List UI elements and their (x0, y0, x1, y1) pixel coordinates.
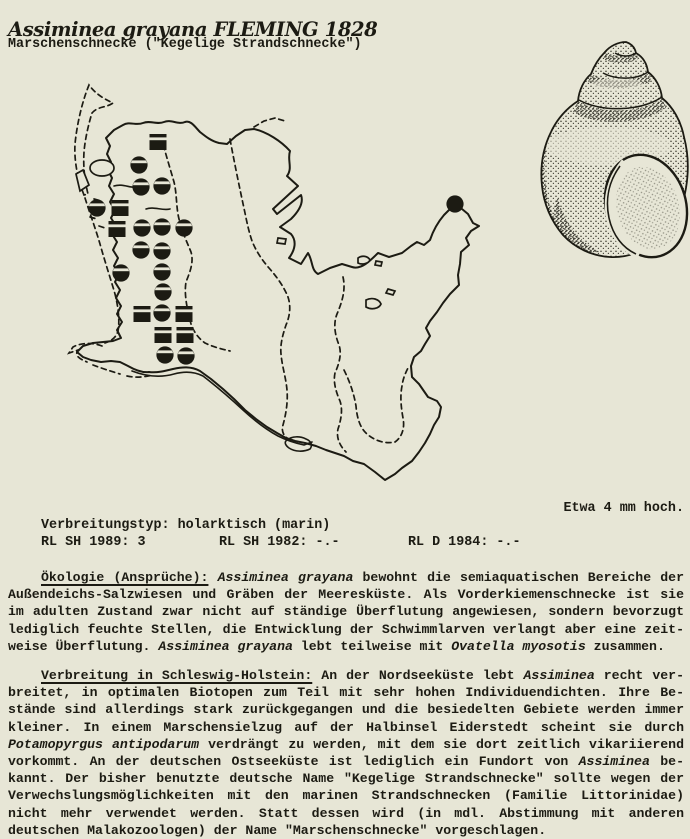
record-square-symbol (112, 200, 129, 216)
red-list-sh-1989 (41, 535, 145, 550)
red-list-value: 3 (129, 535, 146, 550)
record-circle-symbol (130, 156, 147, 173)
record-square-symbol (109, 221, 126, 237)
red-list-sh-1982 (219, 535, 340, 550)
shell-size-caption: Etwa 4 mm hoch. (563, 501, 684, 516)
record-circle-symbol (153, 177, 170, 194)
record-circle-symbol (133, 219, 150, 236)
record-square-symbol (150, 134, 167, 150)
record-square-symbol (155, 327, 172, 343)
text-line: Ökologie (Ansprüche): Assiminea grayana bewohnt die semiaquatischen Bereiche der (41, 570, 685, 585)
text-line: Potamopyrgus antipodarum verdrängt zu werden, mit dem sie dort zeitlich vikariierend (8, 736, 685, 752)
red-list-value: -.- (307, 535, 340, 550)
paragraph-oekologie (8, 569, 684, 655)
coastline-schleswig-holstein (77, 121, 479, 480)
text-line: deutschen Malakozoologen) der Name "Marschenschnecke" vorgeschlagen. (8, 822, 547, 838)
danish-border-fjord (254, 118, 285, 127)
distribution-type-line: Verbreitungstyp: holarktisch (marin) (41, 518, 331, 533)
text-line: vorkommt. An der deutschen Ostseeküste ist lediglich ein Fundort von Assiminea be- (8, 754, 684, 770)
page-subtitle: Marschenschnecke ("Kegelige Strandschnecke") (8, 37, 362, 52)
record-circle-symbol (153, 242, 170, 259)
text-line: kannt. Der bisher benutzte deutsche Name "Kegelige Strandschnecke" sollte wegen der (8, 771, 684, 787)
text-line: kleiner. In einem Marschensielzug auf der Halbinsel Eiderstedt scheint sie durch (8, 719, 684, 735)
district-border-central (230, 139, 290, 438)
record-circle-symbol (132, 241, 149, 258)
record-circle-symbol (175, 219, 192, 236)
red-list-label: RL SH 1982: (219, 535, 308, 550)
elbe-river (132, 371, 312, 445)
text-line: nicht mehr verwendet werden. Statt dessen wird (in mdl. Abstimmung mit anderen (8, 805, 684, 821)
record-square-symbol (134, 306, 151, 322)
record-circle-symbol (88, 199, 105, 216)
red-list-label: RL D 1984: (408, 535, 489, 550)
paragraph-verbreitung (8, 667, 684, 839)
island-foehr (90, 160, 114, 176)
red-list-value: -.- (488, 535, 521, 550)
text-line: breitet, in optimalen Biotopen zum Teil mit sehr hohen Individuendichten. Ihre Be- (8, 685, 684, 701)
record-circle-symbol (177, 347, 194, 364)
text-line: weise Überflutung. Assiminea grayana lebt teilweise mit Ovatella myosotis zusammen. (8, 638, 665, 654)
text-line: Verbreitung in Schleswig-Holstein: An der Nordseeküste lebt Assiminea recht ver- (41, 668, 684, 683)
text-line: stände sind allerdings stark zurückgegangen und die besiedelten Gebiete werden immer (8, 702, 684, 718)
river-treene (146, 208, 170, 209)
district-border-west (161, 136, 230, 351)
text-line: lediglich feuchte Stellen, die Entwicklung der Schwimmlarven verlangt aber eine zeit- (8, 621, 684, 637)
record-circle-symbol (112, 264, 129, 281)
record-dot-symbol (446, 195, 463, 212)
text-line: Außendeichs-Salzwiesen und Gräben der Meeresküste. Als Vorderkiemenschnecke ist sie (8, 587, 684, 603)
record-circle-symbol (154, 283, 171, 300)
record-circle-symbol (153, 263, 170, 280)
text-line: Verwechslungsmöglichkeiten mit den marinen Strandschnecken (Familie Littorinidae) (8, 788, 684, 804)
text-line: im adulten Zustand zwar nicht auf ständige Überflutung angewiesen, sondern bevorzugt (8, 604, 684, 620)
record-circle-symbol (153, 304, 170, 321)
red-list-label: RL SH 1989: (41, 535, 130, 550)
district-border-lauenburg (344, 368, 408, 443)
author-year: FLEMING 1828 (207, 18, 378, 42)
district-border-east (334, 277, 346, 452)
distribution-map (40, 80, 480, 512)
record-square-symbol (177, 327, 194, 343)
record-square-symbol (176, 306, 193, 322)
species-name: Assiminea grayana (8, 18, 208, 42)
red-list-d-1984 (408, 535, 521, 550)
record-circle-symbol (156, 346, 173, 363)
shell-illustration (540, 40, 690, 262)
record-circle-symbol (132, 178, 149, 195)
record-circle-symbol (153, 218, 170, 235)
